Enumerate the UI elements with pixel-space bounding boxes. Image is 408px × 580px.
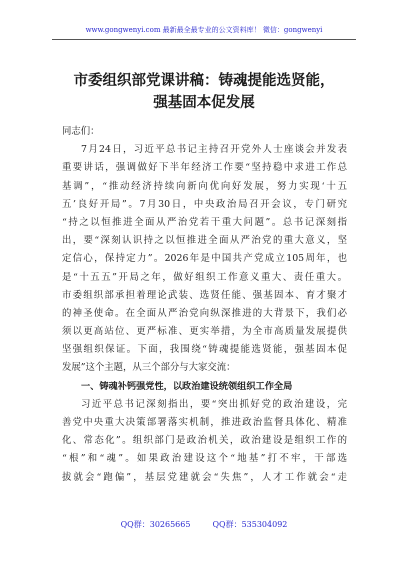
document-body (62, 123, 347, 487)
paragraph-line: 市委组织部承担着理论武装、选贤任能、强基固本、育才聚才 (62, 289, 347, 301)
greeting: 同志们： (62, 126, 100, 137)
title-line-2: 强基固本促发展 (153, 95, 255, 111)
paragraph-line: 的神圣使命。在全面从严治党向纵深推进的大背景下，我们必 (62, 307, 347, 319)
footer-qq-group-2: QQ群：535304092 (212, 520, 288, 529)
paragraph-line: 化、常态化”。组织部门是政治机关，政治建设是组织工作的 (62, 435, 347, 447)
section-heading: 一、铸魂补钙强党性，以政治建设统领组织工作全局 (81, 380, 293, 392)
footer-qq-group-1: QQ群：30265665 (120, 520, 191, 529)
paragraph-line: 拔就会“跑偏”，基层党建就会“失焦”，人才工作就会“走 (62, 471, 347, 483)
paragraph-line: 发展”这个主题，从三个部分与大家交流： (62, 362, 236, 374)
page-footer (0, 520, 408, 530)
paragraph-line: “根”和“魂”。如果政治建设这个“地基”打不牢，干部选 (62, 453, 347, 465)
header-divider (52, 39, 356, 40)
paragraph-line: 定信心，保持定力”。2026年是中国共产党成立105周年，也 (62, 253, 347, 265)
paragraph-line: “持之以恒推进全面从严治党若干重大问题”。总书记深刻指 (62, 216, 347, 228)
paragraph-line: 须以更高站位、更严标准、更实举措，为全市高质量发展提供 (62, 326, 347, 338)
site-header: www.gongwenyi.com 最新最全最专业的公文资料库！ 微信：gongwenyi (85, 26, 323, 34)
paragraph-line: 习近平总书记深刻指出，要“突出抓好党的政治建设，完 (81, 398, 347, 410)
paragraph-line: 是“十五五”开局之年，做好组织工作意义重大、责任重大。 (62, 271, 347, 283)
paragraph-line: 坚强组织保证。下面，我围绕“铸魂提能选贤能，强基固本促 (62, 344, 347, 356)
title-line-1: 市委组织部党课讲稿：铸魂提能选贤能， (73, 73, 335, 89)
paragraph-line: 出，要“深刻认识持之以恒推进全面从严治党的重大意义，坚 (62, 235, 347, 247)
paragraph-line: 五’良好开局”。7月30日，中央政治局召开会议，专门研究 (62, 198, 347, 210)
paragraph-line: 7月24日，习近平总书记主持召开党外人士座谈会并发表 (81, 144, 347, 156)
paragraph-line: 基调”，“推动经济持续向新向优向好发展，努力实现‘十五 (62, 180, 347, 192)
document-title (40, 70, 368, 114)
paragraph-line: 善党中央重大决策部署落实机制，推进政治监督具体化、精准 (62, 417, 347, 428)
paragraph-line: 重要讲话，强调做好下半年经济工作要“坚持稳中求进工作总 (62, 162, 347, 174)
